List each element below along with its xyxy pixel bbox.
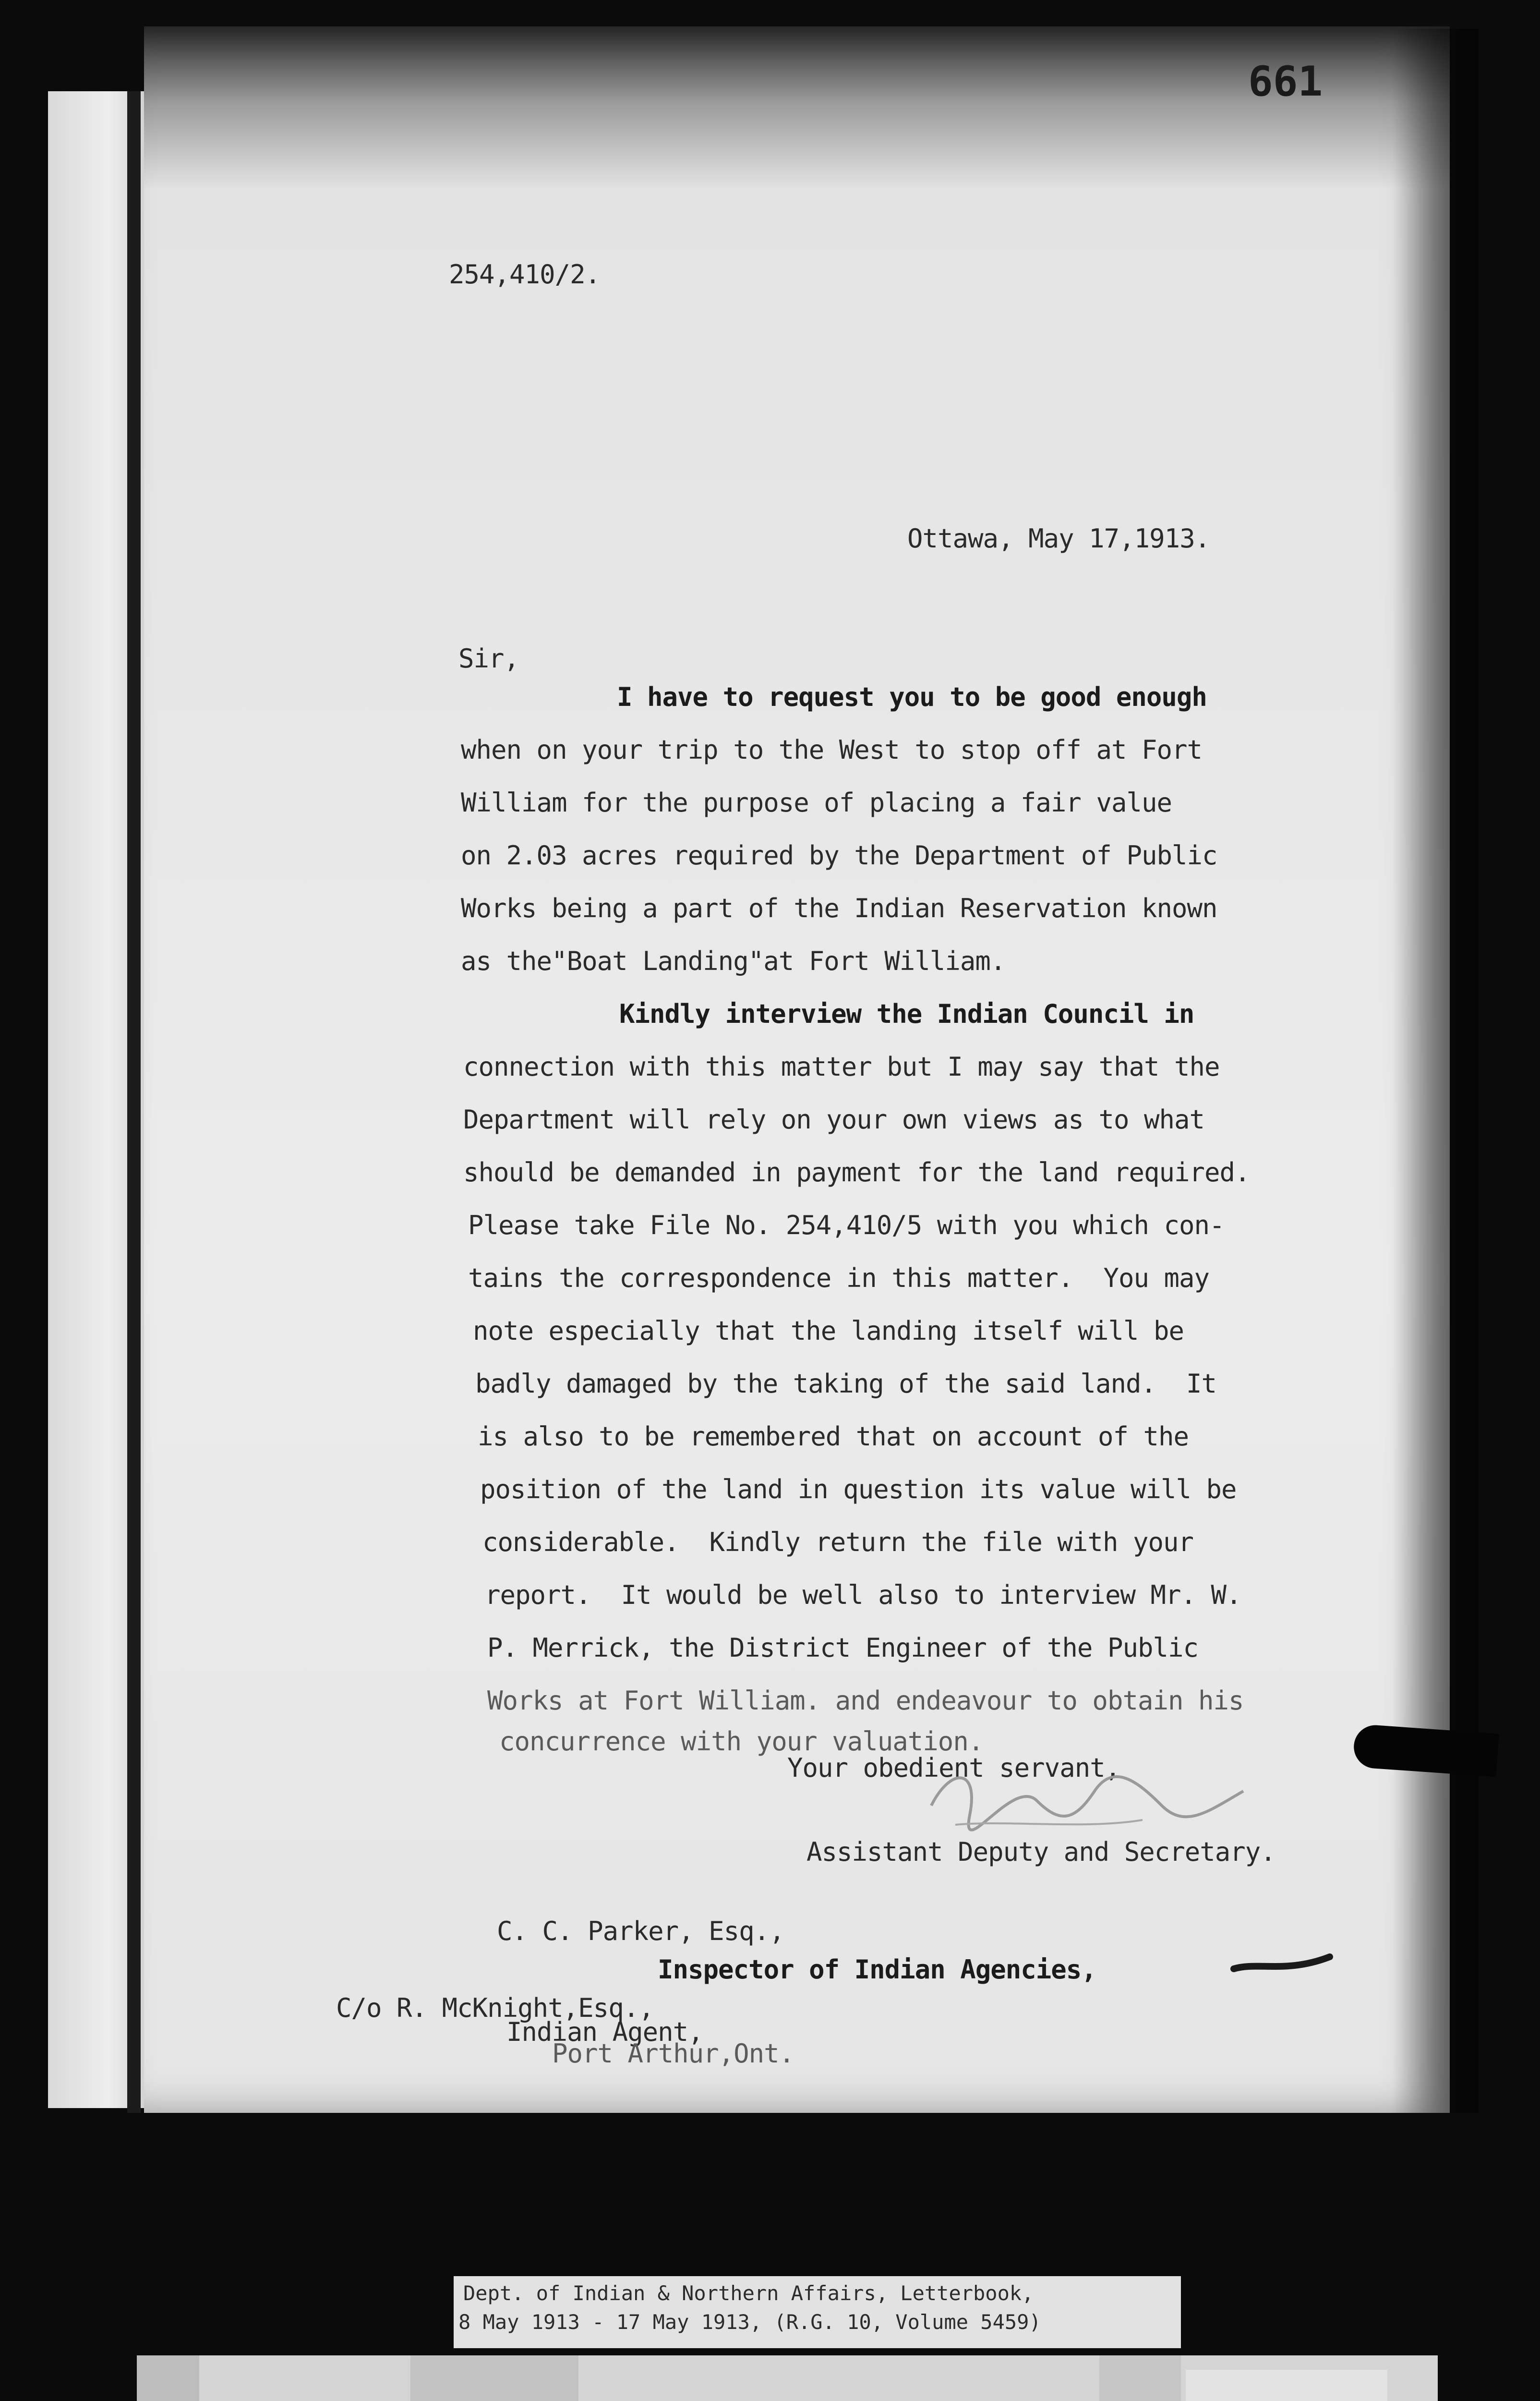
- body-line: badly damaged by the taking of the said land. It: [475, 1369, 1217, 1399]
- card-notch: [1099, 2355, 1181, 2401]
- body-line: Please take File No. 254,410/5 with you which con-: [468, 1210, 1225, 1240]
- card-left-strip: [137, 2355, 199, 2401]
- body-line: P. Merrick, the District Engineer of the Public: [487, 1633, 1199, 1663]
- body-line: Kindly interview the Indian Council in: [619, 999, 1194, 1029]
- tight-binding-note: [1186, 2370, 1387, 2401]
- page-binding-shadow: [1392, 29, 1479, 2113]
- body-line: considerable. Kindly return the file with your: [482, 1527, 1194, 1557]
- body-line: connection with this matter but I may say that the: [463, 1052, 1220, 1082]
- salutation: Sir,: [458, 643, 519, 674]
- signature-title: Assistant Deputy and Secretary.: [806, 1837, 1275, 1867]
- body-line: as the"Boat Landing"at Fort William.: [461, 946, 1006, 976]
- card-torn-corner: [410, 2355, 578, 2401]
- page-number: 661: [1248, 58, 1323, 106]
- pen-mark: [1229, 1950, 1335, 1978]
- archival-reference-line1: Dept. of Indian & Northern Affairs, Letterbook,: [463, 2281, 1034, 2305]
- body-line: is also to be remembered that on account of the: [478, 1421, 1189, 1452]
- care-of-place: Port Arthur,Ont.: [552, 2038, 794, 2069]
- care-of-line: C/o R. McKnight,Esq.,: [336, 1993, 654, 2023]
- care-of-title: Indian Agent,: [506, 2017, 703, 2047]
- page-gutter: [127, 91, 141, 2113]
- body-line: on 2.03 acres required by the Department of Public: [461, 840, 1217, 871]
- body-line: note especially that the landing itself will be: [473, 1316, 1184, 1346]
- body-line: William for the purpose of placing a fair value: [461, 788, 1172, 818]
- signature-scrawl: [912, 1748, 1258, 1839]
- body-line: Works at Fort William. and endeavour to obtain his: [487, 1686, 1244, 1716]
- body-line: tains the correspondence in this matter. You may: [468, 1263, 1210, 1293]
- dateline: Ottawa, May 17,1913.: [907, 523, 1210, 554]
- body-line: Department will rely on your own views as to what: [463, 1104, 1205, 1135]
- closing: Your obedient servant,: [787, 1753, 1120, 1783]
- file-reference: 254,410/2.: [449, 259, 601, 290]
- addressee-title: Inspector of Indian Agencies,: [658, 1954, 1096, 1985]
- body-line: concurrence with your valuation.: [499, 1726, 984, 1757]
- archival-reference-line2: 8 May 1913 - 17 May 1913, (R.G. 10, Volume 5459): [458, 2310, 1041, 2334]
- body-line: when on your trip to the West to stop off at Fort: [461, 735, 1203, 765]
- body-line: position of the land in question its value will be: [480, 1474, 1237, 1504]
- body-line: Works being a part of the Indian Reservation known: [461, 893, 1217, 923]
- body-line: report. It would be well also to interview Mr. W.: [485, 1580, 1241, 1610]
- body-line: I have to request you to be good enough: [617, 682, 1207, 712]
- addressee-name: C. C. Parker, Esq.,: [497, 1916, 784, 1946]
- body-line: should be demanded in payment for the land required.: [463, 1157, 1250, 1188]
